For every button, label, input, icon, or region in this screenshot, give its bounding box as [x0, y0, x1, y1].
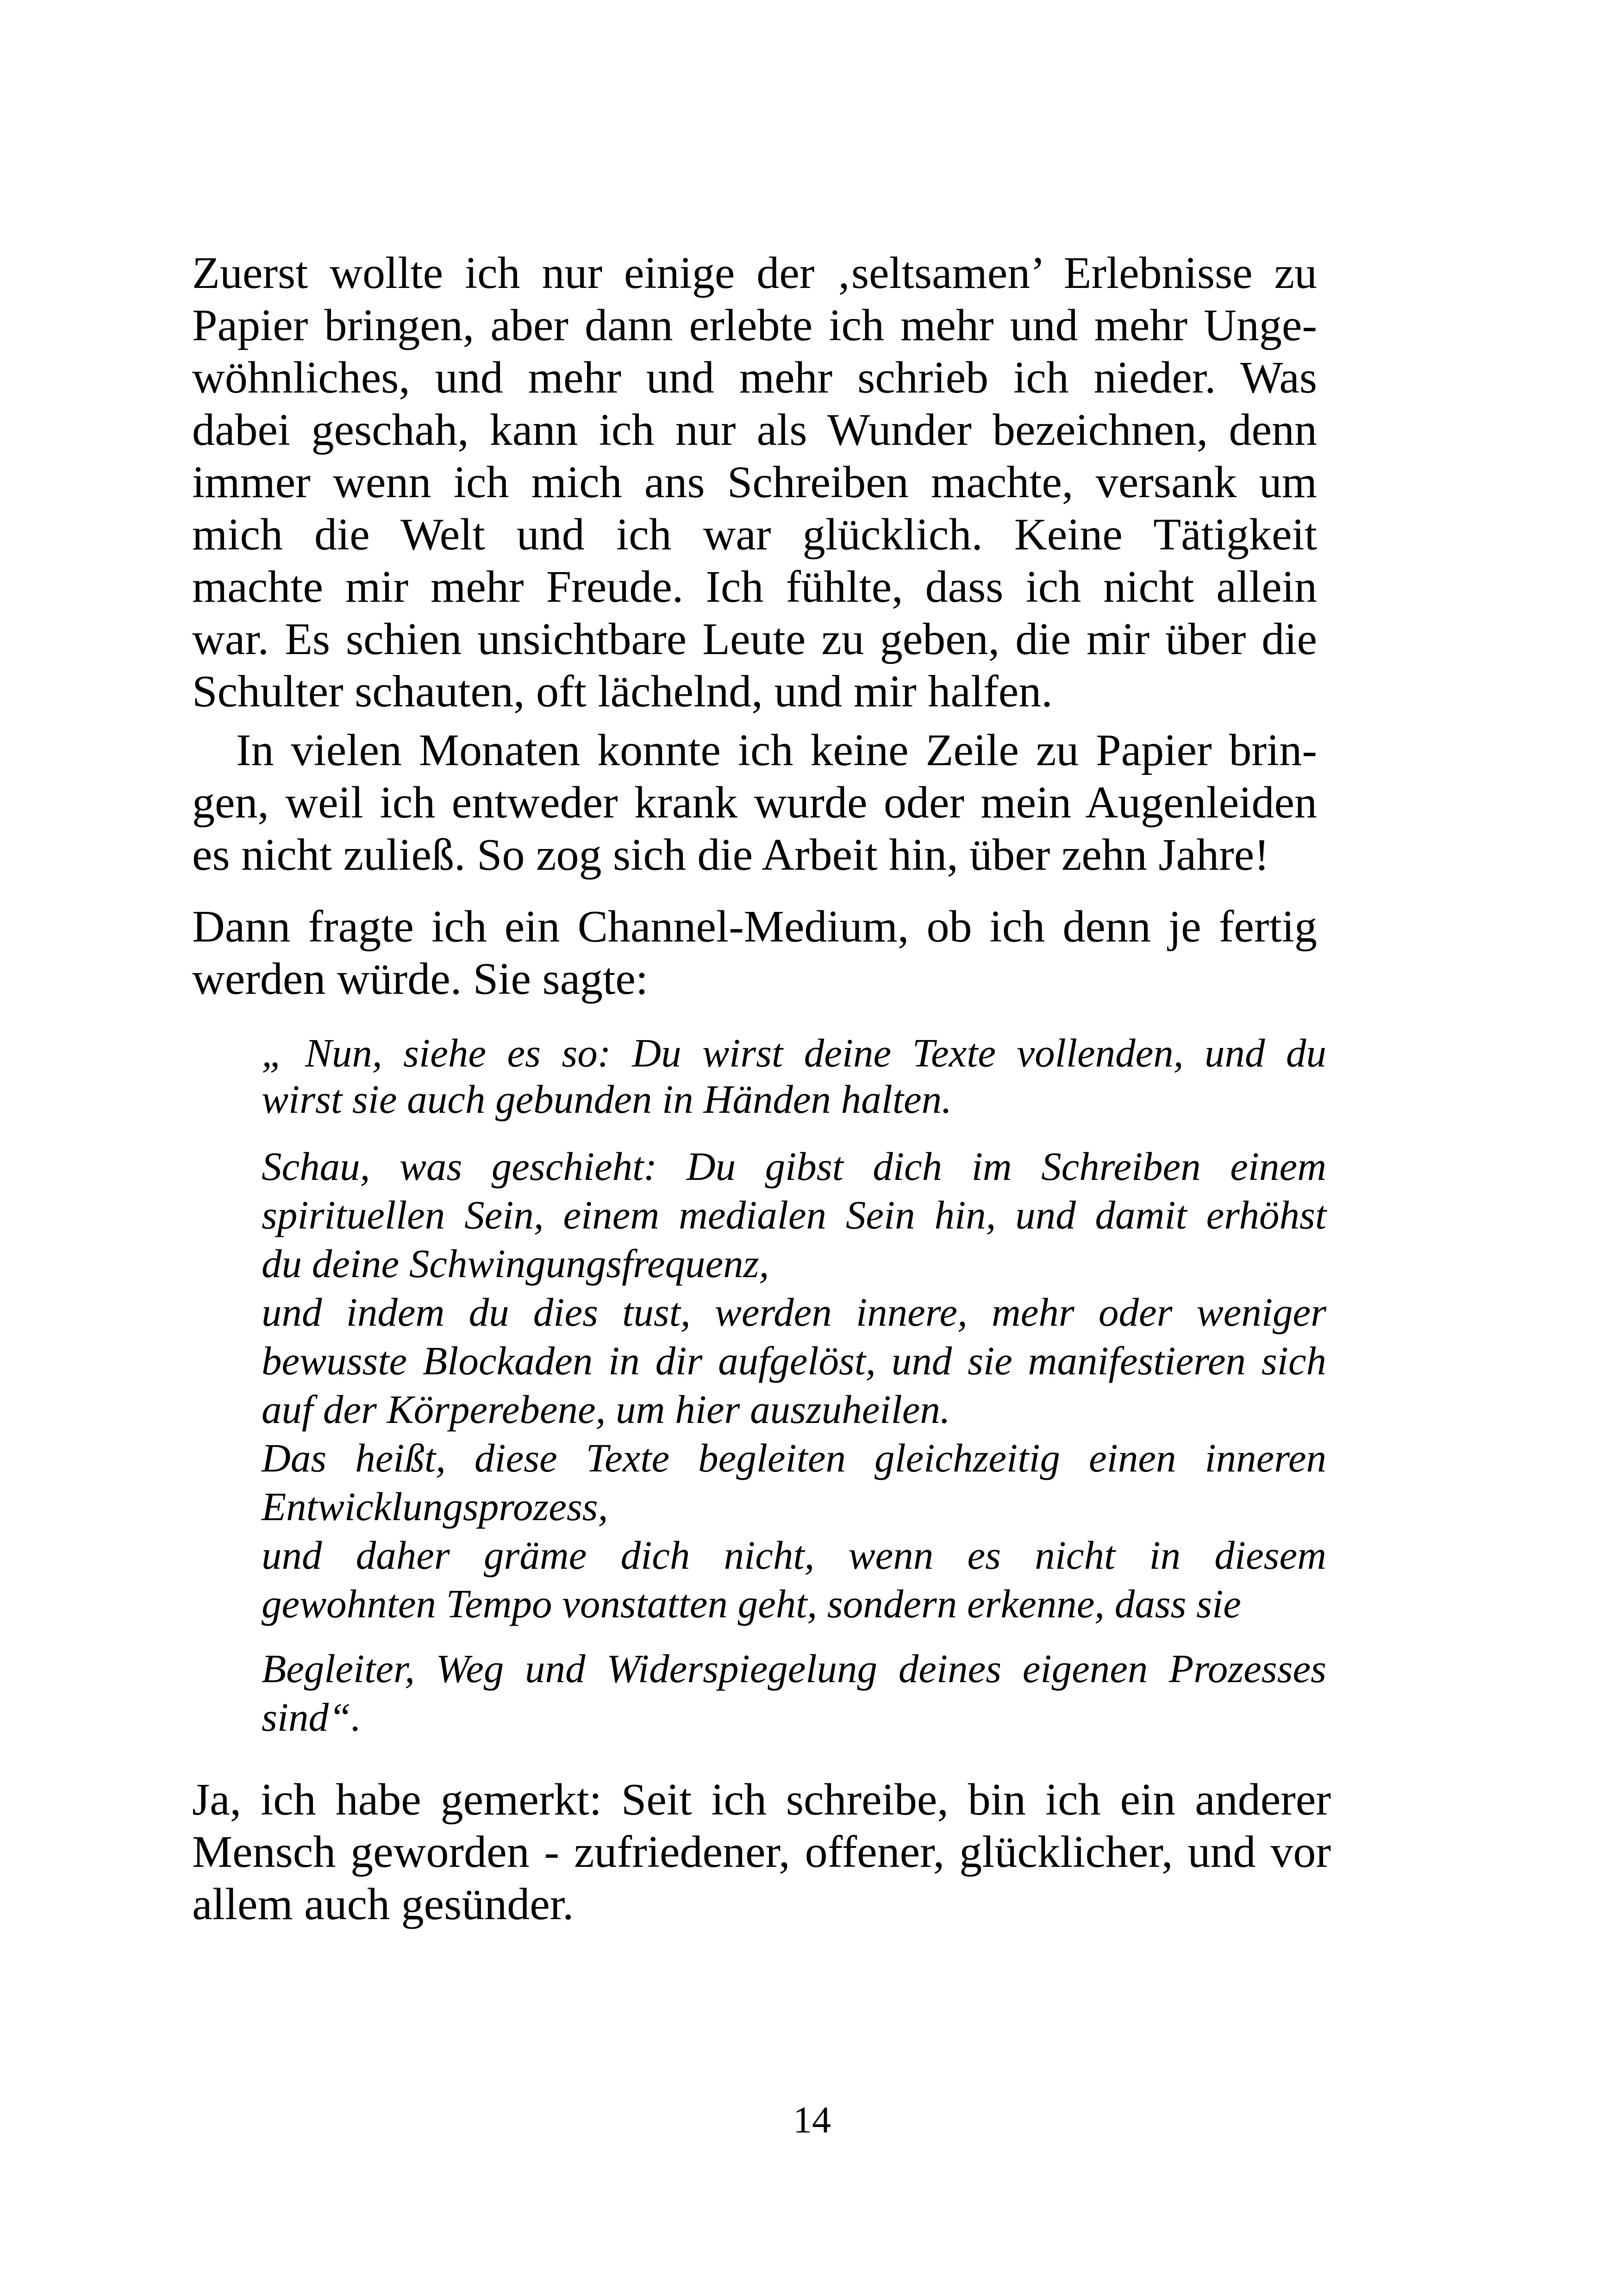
quote-line-2: wirst sie auch gebunden in Händen halten. [262, 1077, 952, 1122]
paragraph-2-line-3: es nicht zuließ. So zog sich die Arbeit hin, über zehn Jahre! [192, 830, 1269, 880]
quote-line-4: spirituellen Sein, einem medialen Sein hin, und damit erhöhst [262, 1192, 1326, 1237]
quote-line-12: gewohnten Tempo vonstatten geht, sondern erkenne, dass sie [262, 1581, 1241, 1626]
quote-line-3: Schau, was geschieht: Du gibst dich im Schreiben einem [262, 1144, 1326, 1189]
page-number: 14 [793, 2099, 831, 2141]
quote-line-9: Das heißt, diese Texte begleiten gleichzeitig einen inneren [262, 1435, 1326, 1480]
quote-line-7: bewusste Blockaden in dir aufgelöst, und sie manifestieren sich [262, 1338, 1326, 1383]
paragraph-2-line-2: gen, weil ich entweder krank wurde oder mein Augenleiden [192, 778, 1317, 828]
quote-line-14: sind“. [262, 1695, 362, 1740]
quote-line-1: „ Nun, siehe es so: Du wirst deine Texte vollenden, und du [262, 1030, 1326, 1075]
paragraph-4-line-3: allem auch gesünder. [192, 1879, 574, 1929]
quote-line-8: auf der Körperebene, um hier auszuheilen. [262, 1387, 950, 1432]
paragraph-1-line-5: immer wenn ich mich ans Schreiben machte, versank um [192, 457, 1317, 507]
paragraph-1-line-2: Papier bringen, aber dann erlebte ich mehr und mehr Unge- [192, 300, 1317, 350]
paragraph-1-line-4: dabei geschah, kann ich nur als Wunder bezeichnen, denn [192, 405, 1317, 455]
paragraph-1-line-7: machte mir mehr Freude. Ich fühlte, dass ich nicht allein [192, 562, 1317, 612]
paragraph-1-line-1: Zuerst wollte ich nur einige der ‚seltsamen’ Erlebnisse zu [192, 248, 1317, 298]
paragraph-2-line-1: In vielen Monaten konnte ich keine Zeile zu Papier brin- [236, 725, 1317, 775]
quote-line-6: und indem du dies tust, werden innere, mehr oder weniger [262, 1290, 1326, 1335]
paragraph-3-line-1: Dann fragte ich ein Channel-Medium, ob ich denn je fertig [192, 902, 1317, 952]
paragraph-4-line-2: Mensch geworden - zufriedener, offener, glücklicher, und vor [192, 1827, 1331, 1877]
paragraph-1-line-8: war. Es schien unsichtbare Leute zu geben, die mir über die [192, 614, 1317, 664]
quote-line-13: Begleiter, Weg und Widerspiegelung deines eigenen Prozesses [262, 1646, 1326, 1691]
paragraph-4-line-1: Ja, ich habe gemerkt: Seit ich schreibe, bin ich ein anderer [192, 1775, 1331, 1825]
paragraph-1-line-6: mich die Welt und ich war glücklich. Keine Tätigkeit [192, 510, 1317, 560]
quote-line-5: du deine Schwingungsfrequenz, [262, 1241, 769, 1286]
paragraph-3-line-2: werden würde. Sie sagte: [192, 954, 649, 1004]
quote-line-11: und daher gräme dich nicht, wenn es nicht in diesem [262, 1533, 1326, 1578]
paragraph-1-line-3: wöhnliches, und mehr und mehr schrieb ich nieder. Was [192, 353, 1317, 403]
quote-line-10: Entwicklungsprozess, [262, 1484, 608, 1529]
paragraph-1-line-9: Schulter schauten, oft lächelnd, und mir halfen. [192, 667, 1053, 717]
